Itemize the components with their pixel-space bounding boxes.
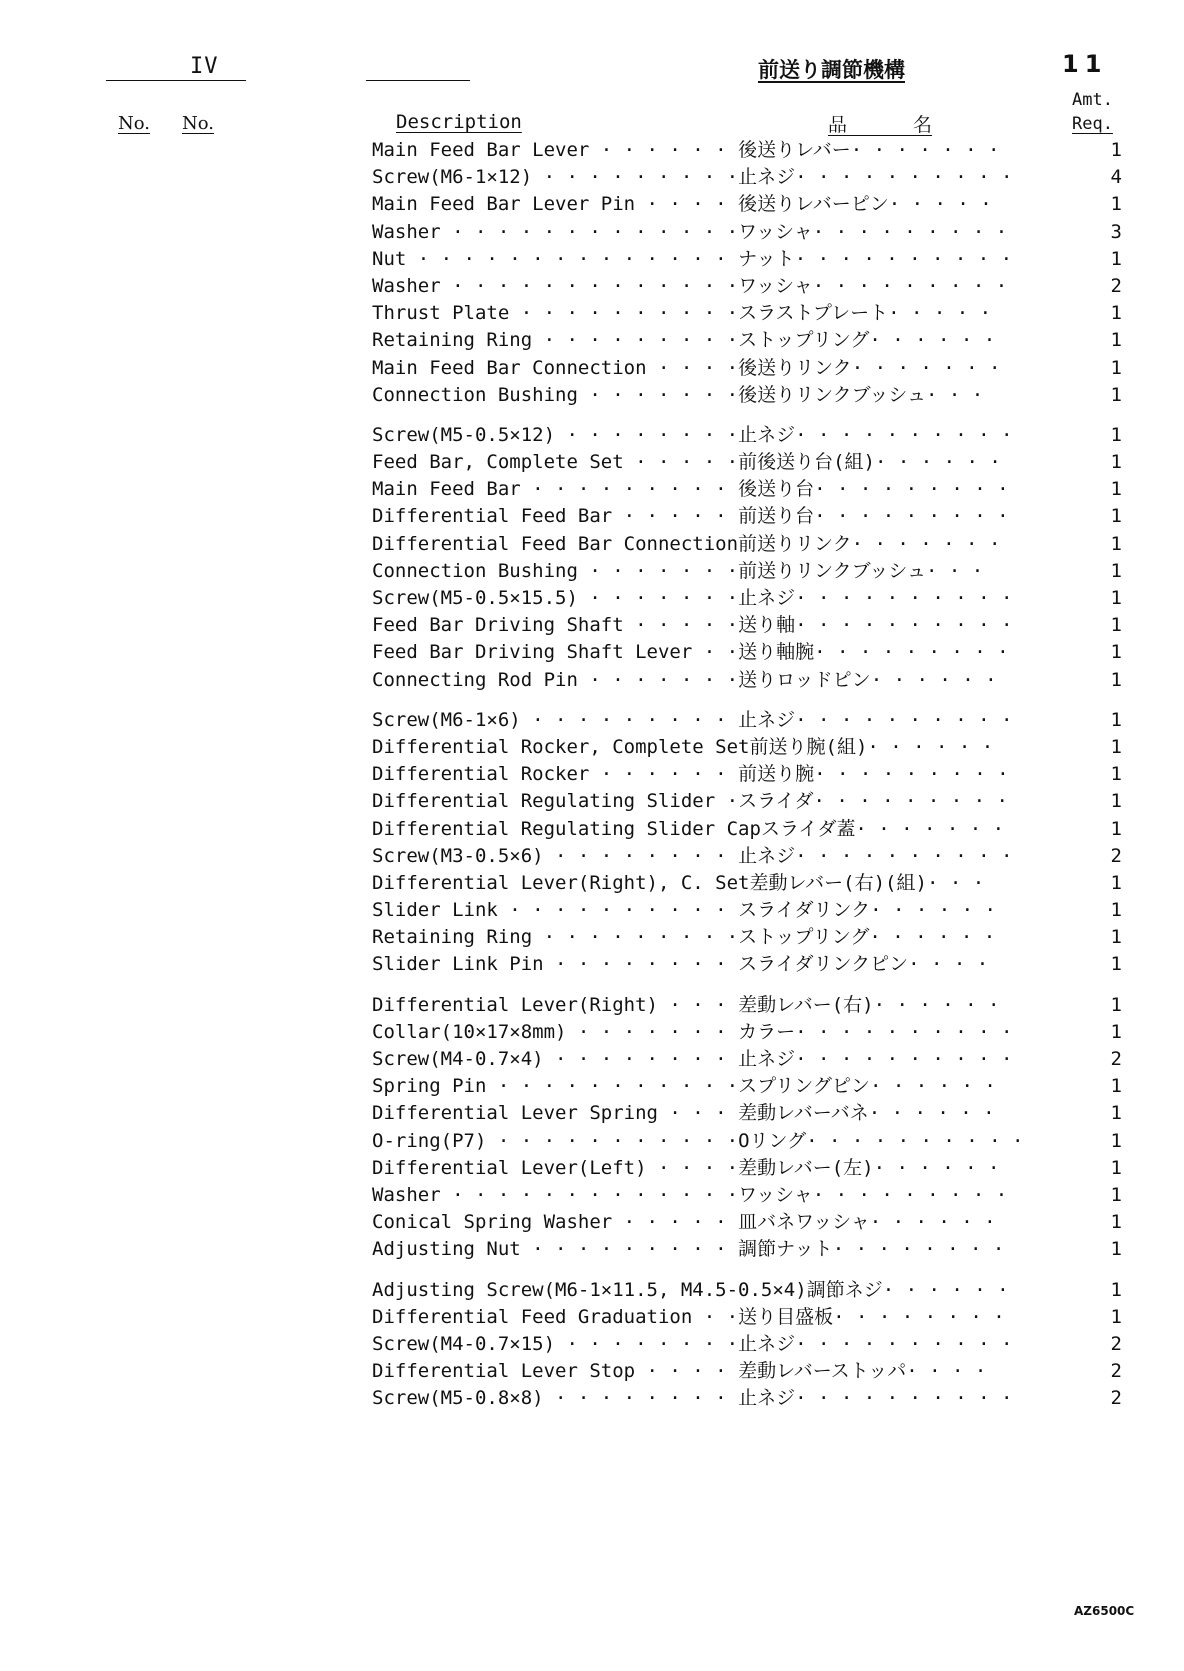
part-name-jp: 送り目盛板	[738, 1305, 834, 1328]
part-row	[372, 531, 1122, 558]
part-quantity: 1	[1110, 668, 1122, 691]
dot-leader: · · · · · ·	[870, 899, 1008, 922]
dot-leader: · · · · · · · · ·	[520, 708, 739, 731]
part-quantity: 1	[1110, 790, 1122, 813]
dot-leader: · · · · · · ·	[577, 383, 739, 406]
part-row	[372, 355, 1122, 382]
part-description: Differential Lever(Right)	[372, 993, 658, 1016]
part-description: Slider Link	[372, 899, 498, 922]
part-name-jp: 調節ネジ	[806, 1278, 883, 1301]
dot-leader: · · · · · ·	[867, 735, 1005, 758]
part-quantity: 2	[1110, 844, 1122, 867]
column-header-description: Description	[396, 111, 522, 133]
part-description: Collar(10×17×8mm)	[372, 1020, 567, 1043]
part-row	[372, 1209, 1122, 1236]
part-quantity: 1	[1110, 1278, 1122, 1301]
dot-leader: · · · · · ·	[869, 329, 1007, 352]
dot-leader: · · · ·	[635, 193, 739, 216]
part-description: Conical Spring Washer	[372, 1211, 613, 1234]
part-row	[372, 1155, 1122, 1182]
part-name-jp: ワッシャ	[738, 1183, 813, 1206]
dot-leader: · · · · · · ·	[577, 668, 739, 691]
part-name-jp: 止ネジ	[738, 1048, 796, 1070]
part-row	[372, 897, 1122, 924]
part-quantity: 1	[1110, 587, 1122, 609]
dot-leader: · · · · · · · · · ·	[795, 1020, 1024, 1043]
part-name-jp: ストップリング	[738, 329, 870, 352]
part-quantity: 1	[1110, 193, 1122, 216]
part-description: Differential Lever Stop	[372, 1360, 636, 1383]
part-description: Screw(M5-0.5×15.5)	[372, 587, 578, 609]
dot-leader: · · · · ·	[888, 302, 1003, 325]
dot-leader: · · · · · · · ·	[543, 844, 739, 867]
dot-leader: · · · · ·	[623, 614, 739, 637]
part-quantity: 1	[1110, 735, 1122, 758]
part-description: Differential Rocker	[372, 763, 590, 786]
dot-leader: · · · · · · · ·	[543, 953, 739, 976]
part-name-jp: 後送りレバー	[738, 139, 851, 161]
part-quantity: 1	[1110, 926, 1122, 949]
part-description: Main Feed Bar Lever	[372, 139, 590, 161]
part-name-jp: 調節ナット	[738, 1238, 833, 1261]
part-name-jp: 止ネジ	[738, 587, 796, 609]
part-description: Screw(M6-1×6)	[372, 708, 521, 731]
part-description: Connection Bushing	[372, 383, 578, 406]
dot-leader: · · · · · · · · ·	[814, 478, 1020, 501]
part-name-jp: 前送りリンク	[738, 532, 852, 555]
part-quantity: 1	[1110, 1183, 1122, 1206]
dot-leader: · · · · · · · · · · · · ·	[440, 1183, 739, 1206]
part-row	[372, 558, 1122, 585]
part-description: Main Feed Bar Connection	[372, 356, 647, 379]
dot-leader: · · · · · · · · · · · · · ·	[406, 247, 739, 270]
part-name-jp: 差動レバーバネ	[738, 1102, 869, 1125]
dot-leader: · · · ·	[646, 1156, 739, 1179]
dot-leader: · · · · · ·	[589, 139, 739, 161]
part-name-jp: 差動レバーストッパ	[738, 1360, 907, 1383]
part-quantity: 1	[1110, 139, 1122, 161]
part-quantity: 1	[1110, 817, 1122, 840]
part-quantity: 1	[1110, 708, 1122, 731]
part-quantity: 1	[1110, 505, 1122, 528]
part-quantity: 1	[1110, 423, 1122, 446]
dot-leader: · · · · · ·	[870, 668, 1008, 691]
dot-leader: · · · · · · · · ·	[812, 1183, 1019, 1206]
part-quantity: 1	[1110, 1075, 1122, 1098]
part-quantity: 2	[1110, 1332, 1122, 1355]
column-header-amount	[1072, 88, 1113, 136]
dot-leader: · · · · · · ·	[577, 559, 739, 582]
part-description: Main Feed Bar Lever Pin	[372, 193, 636, 216]
dot-leader: · · ·	[925, 383, 995, 406]
part-quantity: 1	[1110, 1238, 1122, 1261]
part-quantity: 1	[1110, 356, 1122, 379]
dot-leader: · · · · · · · ·	[833, 1305, 1017, 1328]
part-row	[372, 1331, 1122, 1358]
part-name-jp: ワッシャ	[738, 274, 813, 297]
dot-leader: · · · · ·	[612, 1211, 739, 1234]
part-name-jp: 皿バネワッシャ	[738, 1211, 870, 1234]
part-description: Differential Lever Spring	[372, 1102, 658, 1125]
part-description: Feed Bar, Complete Set	[372, 451, 624, 474]
part-name-jp: 差動レバー(左)	[738, 1156, 874, 1179]
part-name-jp: 止ネジ	[738, 844, 796, 867]
part-name-jp: カラー	[738, 1020, 796, 1043]
req-label: Req.	[1072, 114, 1113, 134]
part-name-jp: スライダリンクピン	[738, 953, 909, 976]
dot-leader: · · · · · · ·	[851, 356, 1012, 379]
part-quantity: 1	[1110, 1156, 1122, 1179]
part-name-jp: 前送り腕(組)	[749, 735, 868, 758]
part-row	[372, 1277, 1122, 1304]
part-description: Connection Bushing	[372, 559, 578, 582]
page-number: 11	[1062, 50, 1108, 78]
part-quantity: 1	[1110, 478, 1122, 501]
part-description: Adjusting Screw(M6-1×11.5, M4.5-0.5×4)	[372, 1278, 807, 1301]
dot-leader: · · · · · · · · · ·	[795, 708, 1024, 731]
part-description: Slider Link Pin	[372, 953, 544, 976]
dot-leader: · · · · · ·	[589, 763, 739, 786]
dot-leader: · · · ·	[646, 356, 739, 379]
part-row	[372, 1358, 1122, 1385]
part-quantity: 2	[1110, 1048, 1122, 1070]
column-header-no-2: No.	[182, 113, 214, 134]
part-name-jp: 止ネジ	[738, 1387, 796, 1410]
part-name-jp: 後送り台	[738, 478, 815, 501]
part-quantity: 1	[1110, 302, 1122, 325]
part-quantity: 1	[1110, 1020, 1122, 1043]
dot-leader: · · · · · · ·	[851, 532, 1001, 555]
part-description: Washer	[372, 274, 441, 297]
part-row	[372, 327, 1122, 354]
part-description: Differential Lever(Left)	[372, 1156, 647, 1179]
part-description: Differential Regulating Slider	[372, 790, 716, 813]
part-description: Retaining Ring	[372, 329, 533, 352]
dot-leader: · · · · · · · · ·	[520, 1238, 739, 1261]
part-row	[372, 476, 1122, 503]
dot-leader: · · · · ·	[888, 193, 1004, 216]
part-row	[372, 992, 1122, 1019]
part-row	[372, 639, 1122, 666]
part-row	[372, 1073, 1122, 1100]
dot-leader: · · · · · · · ·	[543, 1387, 739, 1410]
part-row	[372, 870, 1122, 897]
part-row	[372, 422, 1122, 449]
part-description: Feed Bar Driving Shaft	[372, 614, 624, 637]
part-description: Screw(M6-1×12)	[372, 166, 533, 189]
column-header-no-1: No.	[118, 113, 150, 134]
part-name-jp: 後送りレバーピン	[738, 193, 889, 216]
part-quantity: 2	[1110, 274, 1122, 297]
dot-leader: · · · · · ·	[869, 926, 1007, 949]
dot-leader: · · · · · · · · · ·	[509, 302, 739, 325]
column-header-hinmei: 品 名	[828, 114, 933, 136]
part-description: Screw(M4-0.7×15)	[372, 1332, 556, 1355]
part-description: Differential Feed Graduation	[372, 1305, 693, 1328]
part-name-jp: スライダリンク	[738, 899, 871, 922]
dot-leader: · · · · · · · · · ·	[795, 587, 1024, 609]
part-description: Connecting Rod Pin	[372, 668, 578, 691]
amt-label: Amt.	[1072, 90, 1113, 110]
part-quantity: 2	[1110, 1360, 1122, 1383]
part-name-jp: スラストプレート	[738, 302, 889, 325]
part-quantity: 1	[1110, 763, 1122, 786]
dot-leader: · · · ·	[635, 1360, 739, 1383]
part-row	[372, 449, 1122, 476]
header-rule-middle	[366, 80, 470, 81]
part-name-jp: 差動レバー(右)(組)	[749, 871, 927, 894]
dot-leader: · · · · · · · · · ·	[795, 614, 1024, 637]
part-description: Screw(M4-0.7×4)	[372, 1048, 544, 1070]
part-name-jp: 差動レバー(右)	[738, 993, 874, 1016]
part-row	[372, 1128, 1122, 1155]
group-spacer	[372, 694, 1122, 707]
dot-leader: · · · · · · · · · · · · ·	[440, 220, 739, 243]
part-quantity: 1	[1110, 871, 1122, 894]
part-name-jp: 前送りリンクブッシュ	[738, 559, 926, 582]
part-row	[372, 612, 1122, 639]
dot-leader: · · · · · ·	[869, 1211, 1008, 1234]
part-quantity: 1	[1110, 451, 1122, 474]
part-description: Screw(M5-0.8×8)	[372, 1387, 544, 1410]
part-quantity: 1	[1110, 614, 1122, 637]
part-quantity: 1	[1110, 641, 1122, 664]
part-row	[372, 300, 1122, 327]
parts-list	[372, 137, 1122, 1412]
part-row	[372, 951, 1122, 978]
part-row	[372, 1019, 1122, 1046]
part-name-jp: 後送りリンクブッシュ	[738, 383, 926, 406]
part-description: Washer	[372, 1183, 441, 1206]
part-quantity: 4	[1110, 166, 1122, 189]
dot-leader: · · ·	[657, 1102, 739, 1125]
dot-leader: · ·	[692, 1305, 739, 1328]
dot-leader: · · · ·	[906, 1360, 998, 1383]
part-name-jp: 止ネジ	[738, 708, 796, 731]
dot-leader: · · · ·	[908, 953, 1000, 976]
part-row	[372, 667, 1122, 694]
dot-leader: · · · · · · · · ·	[520, 478, 739, 501]
dot-leader: · · · · · ·	[873, 1156, 1011, 1179]
part-description: O-ring(P7)	[372, 1129, 487, 1152]
part-quantity: 1	[1110, 247, 1122, 270]
dot-leader: · · · · · · ·	[566, 1020, 739, 1043]
dot-leader: · · · · · · ·	[855, 817, 1005, 840]
part-quantity: 1	[1110, 532, 1122, 555]
part-name-jp: スプリングピン	[738, 1075, 870, 1098]
dot-leader: · · · · · · ·	[850, 139, 1011, 161]
dot-leader: · · · · · · · · · ·	[794, 247, 1024, 270]
dot-leader: · · · · ·	[612, 505, 739, 528]
dot-leader: · · · · · · · · ·	[812, 274, 1019, 297]
part-row	[372, 219, 1122, 246]
part-row	[372, 707, 1122, 734]
part-row	[372, 1304, 1122, 1331]
dot-leader: · ·	[692, 641, 739, 664]
dot-leader: · · · · · · · ·	[555, 1332, 739, 1355]
group-spacer	[372, 1264, 1122, 1277]
part-description: Adjusting Nut	[372, 1238, 521, 1261]
dot-leader: · · · · · · · · ·	[532, 166, 739, 189]
dot-leader: · · ·	[657, 993, 739, 1016]
part-name-jp: ワッシャ	[738, 220, 813, 243]
dot-leader: · · · · · · · · · ·	[795, 1332, 1024, 1355]
dot-leader: · · · · · · ·	[577, 587, 739, 609]
part-description: Retaining Ring	[372, 926, 533, 949]
section-number: IV	[190, 54, 219, 79]
part-row	[372, 1046, 1122, 1073]
part-quantity: 1	[1110, 1129, 1122, 1152]
part-row	[372, 761, 1122, 788]
part-row	[372, 503, 1122, 530]
dot-leader: · · · · · · · · · ·	[806, 1129, 1024, 1152]
part-description: Nut	[372, 247, 407, 270]
part-name-jp: 送り軸腕	[738, 641, 815, 664]
part-name-jp: 止ネジ	[738, 166, 796, 189]
part-row	[372, 382, 1122, 409]
dot-leader: · · · · · · · · · ·	[795, 1387, 1024, 1410]
dot-leader: · · · · · · · · · ·	[497, 899, 739, 922]
dot-leader: · · · · · · · · ·	[532, 926, 739, 949]
part-description: Feed Bar Driving Shaft Lever	[372, 641, 693, 664]
part-description: Spring Pin	[372, 1075, 487, 1098]
page-title: 前送り調節機構	[758, 58, 905, 82]
part-name-jp: Oリング	[738, 1129, 807, 1152]
part-description: Differential Rocker, Complete Set	[372, 735, 750, 758]
part-quantity: 1	[1110, 383, 1122, 406]
part-row	[372, 246, 1122, 273]
part-row	[372, 585, 1122, 612]
part-description: Differential Feed Bar	[372, 505, 613, 528]
group-spacer	[372, 979, 1122, 992]
part-name-jp: スライダ	[738, 790, 814, 813]
dot-leader: · · · · · · · · · ·	[795, 423, 1024, 446]
part-quantity: 1	[1110, 1102, 1122, 1125]
dot-leader: · · · · · · · · · · ·	[486, 1075, 739, 1098]
dot-leader: · · · · · · · ·	[832, 1238, 1016, 1261]
part-quantity: 1	[1110, 1305, 1122, 1328]
part-quantity: 1	[1110, 1211, 1122, 1234]
dot-leader: · · · · · · · ·	[543, 1048, 739, 1070]
dot-leader: · · · · · ·	[868, 1102, 1007, 1125]
dot-leader: · · ·	[926, 871, 996, 894]
part-row	[372, 164, 1122, 191]
part-description: Differential Feed Bar Connection	[372, 532, 739, 555]
part-name-jp: 後送りリンク	[738, 356, 852, 379]
part-description: Screw(M3-0.5×6)	[372, 844, 544, 867]
part-quantity: 2	[1110, 1387, 1122, 1410]
part-row	[372, 734, 1122, 761]
dot-leader: · · · · · ·	[874, 451, 1013, 474]
dot-leader: · · · · · · · · · ·	[795, 844, 1024, 867]
part-quantity: 1	[1110, 953, 1122, 976]
part-name-jp: 止ネジ	[738, 423, 796, 446]
part-row	[372, 1385, 1122, 1412]
part-quantity: 1	[1110, 993, 1122, 1016]
dot-leader: · · · · · · · · ·	[812, 220, 1019, 243]
dot-leader: · · · · · ·	[869, 1075, 1008, 1098]
part-quantity: 1	[1110, 899, 1122, 922]
part-row	[372, 191, 1122, 218]
dot-leader: · · · · · ·	[873, 993, 1011, 1016]
part-description: Differential Regulating Slider Cap	[372, 817, 761, 840]
dot-leader: · · · · · ·	[882, 1278, 1009, 1301]
part-name-jp: 送りロッドピン	[738, 668, 871, 691]
part-row	[372, 273, 1122, 300]
part-name-jp: 前後送り台(組)	[738, 451, 875, 474]
part-description: Washer	[372, 220, 441, 243]
dot-leader: · · · · · · · · ·	[814, 505, 1020, 528]
part-name-jp: スライダ蓋	[760, 817, 856, 840]
part-row	[372, 1100, 1122, 1127]
part-row	[372, 1182, 1122, 1209]
part-name-jp: ナット	[738, 247, 795, 270]
dot-leader: · · · · · · · · · · · · ·	[440, 274, 739, 297]
part-row	[372, 788, 1122, 815]
part-quantity: 1	[1110, 329, 1122, 352]
dot-leader: · · · · · · · ·	[555, 423, 739, 446]
part-name-jp: 前送り台	[738, 505, 815, 528]
part-row	[372, 1236, 1122, 1263]
dot-leader: · · · · · · · · ·	[814, 641, 1020, 664]
part-quantity: 3	[1110, 220, 1122, 243]
part-description: Screw(M5-0.5×12)	[372, 423, 556, 446]
part-description: Differential Lever(Right), C. Set	[372, 871, 750, 894]
group-spacer	[372, 409, 1122, 422]
part-quantity: 1	[1110, 559, 1122, 582]
part-description: Thrust Plate	[372, 302, 510, 325]
part-row	[372, 816, 1122, 843]
header-rule-left	[106, 80, 246, 81]
dot-leader: · · · · · · · · ·	[532, 329, 739, 352]
dot-leader: · · ·	[925, 559, 995, 582]
part-name-jp: 止ネジ	[738, 1332, 796, 1355]
part-row	[372, 137, 1122, 164]
part-description: Main Feed Bar	[372, 478, 521, 501]
part-name-jp: 前送り腕	[738, 763, 815, 786]
dot-leader: · · · · · · · · · · ·	[486, 1129, 739, 1152]
dot-leader: · · · · · · · · · ·	[795, 1048, 1024, 1070]
part-name-jp: ストップリング	[738, 926, 870, 949]
dot-leader: · · · · · · · · ·	[814, 763, 1020, 786]
part-row	[372, 924, 1122, 951]
part-row	[372, 843, 1122, 870]
document-code: AZ6500C	[1074, 1604, 1135, 1618]
part-name-jp: 送り軸	[738, 614, 796, 637]
dot-leader: · · · · · · · · ·	[813, 790, 1020, 813]
dot-leader: ·	[715, 790, 739, 813]
dot-leader: · · · · ·	[623, 451, 739, 474]
dot-leader: · · · · · · · · · ·	[795, 166, 1024, 189]
